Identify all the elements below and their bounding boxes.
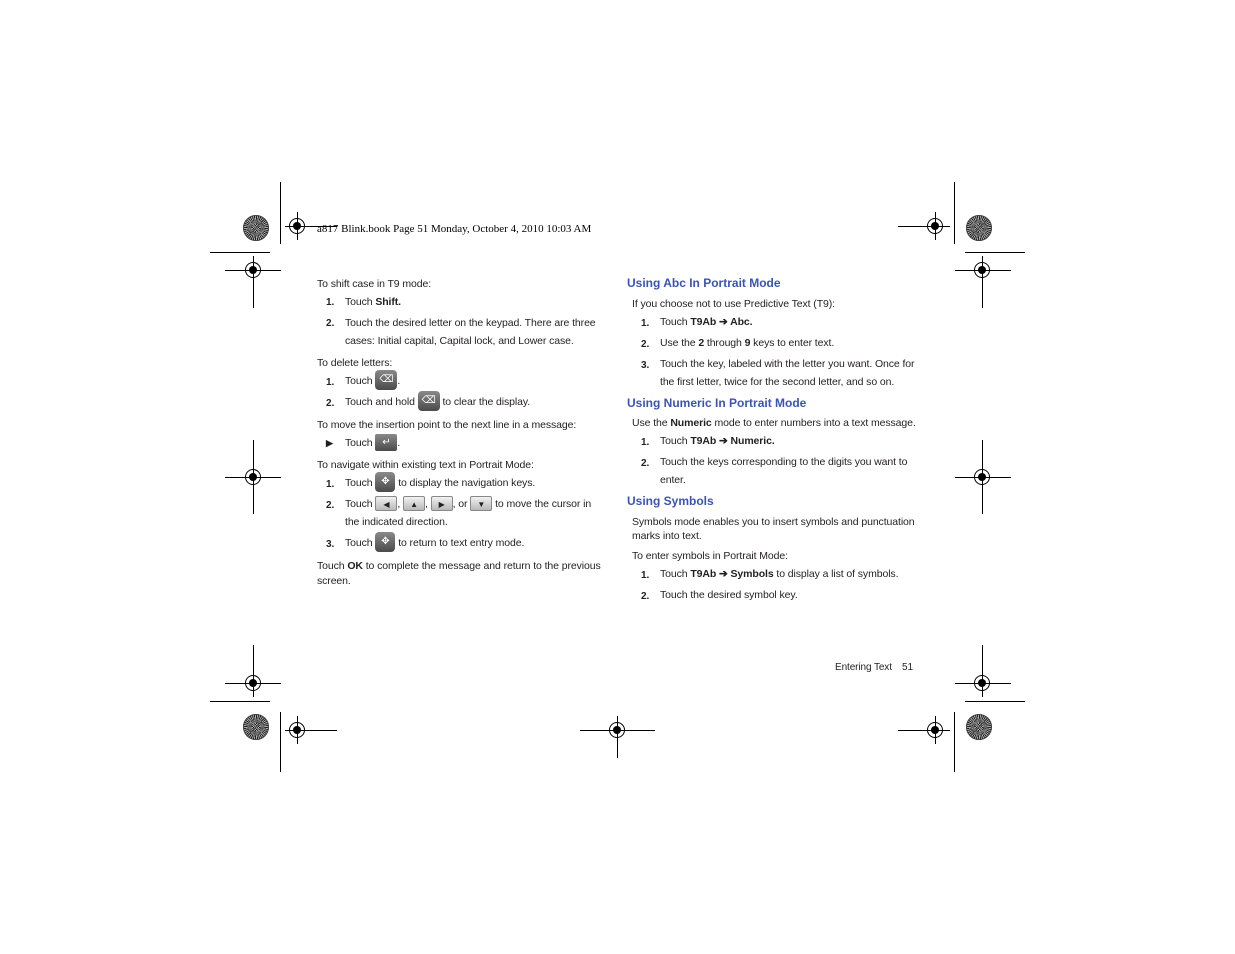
abc-heading: Using Abc In Portrait Mode — [627, 276, 781, 290]
shift-label: Shift. — [375, 296, 401, 308]
step-number: 1. — [326, 479, 335, 490]
text: Use the — [660, 337, 699, 349]
ok-instruction — [317, 559, 601, 574]
text: Touch — [660, 568, 691, 580]
bullet-icon: ▶ — [326, 438, 333, 448]
numeric-step-2-line2: enter. — [660, 474, 686, 486]
delete-intro: To delete letters: — [317, 357, 393, 369]
text: through — [704, 337, 745, 349]
shift-intro: To shift case in T9 mode: — [317, 278, 432, 290]
text: Touch — [317, 560, 348, 572]
step-number: 3. — [641, 360, 650, 371]
text: Touch — [345, 498, 373, 510]
symbols-step-2: Touch the desired symbol key. — [660, 589, 798, 601]
page-number: 51 — [902, 662, 913, 673]
nav-intro: To navigate within existing text in Portrait Mode: — [317, 459, 534, 471]
text: to return to text entry mode. — [398, 537, 525, 549]
step-number: 2. — [326, 500, 335, 511]
text: Touch — [660, 435, 691, 447]
newline-intro: To move the insertion point to the next line in a message: — [317, 419, 577, 431]
text: to display the navigation keys. — [398, 477, 536, 489]
abc-step-2 — [660, 336, 834, 351]
text: . — [397, 375, 401, 387]
navigation-key-icon: ✥ — [375, 532, 395, 552]
nav-step-2 — [345, 495, 591, 514]
text: Touch — [345, 375, 373, 387]
text: Touch — [345, 296, 376, 308]
up-arrow-key-icon: ▲ — [403, 496, 425, 511]
nav-step-2-line2: the indicated direction. — [345, 516, 448, 528]
text: to display a list of symbols. — [773, 568, 899, 580]
menu-path: T9Ab ➔ Numeric. — [690, 435, 775, 447]
numeric-step-1 — [660, 434, 775, 449]
step-number: 2. — [641, 458, 650, 469]
mode-label: Numeric — [670, 417, 712, 429]
text: mode to enter numbers into a text message. — [711, 417, 916, 429]
numeric-intro — [632, 416, 916, 431]
nav-step-3 — [345, 533, 524, 554]
nav-step-1 — [345, 473, 535, 494]
abc-step-3-line1: Touch the key, labeled with the letter you want. Once for — [660, 358, 915, 370]
abc-intro: If you choose not to use Predictive Text (T9): — [632, 298, 835, 310]
text: Touch — [345, 537, 373, 549]
symbols-intro-line1: Symbols mode enables you to insert symbols and punctuation — [632, 516, 915, 528]
step-number: 1. — [641, 318, 650, 329]
text: , — [397, 498, 401, 510]
down-arrow-key-icon: ▼ — [470, 496, 492, 511]
step-number: 1. — [326, 377, 335, 388]
backspace-key-icon: ⌫ — [375, 370, 397, 390]
step-number: 2. — [326, 398, 335, 409]
symbols-heading: Using Symbols — [627, 494, 714, 508]
delete-step-2 — [345, 392, 530, 413]
step-number: 2. — [326, 318, 335, 329]
step-number: 1. — [641, 437, 650, 448]
delete-step-1 — [345, 371, 400, 392]
text: Touch — [345, 477, 373, 489]
text: to clear the display. — [442, 396, 531, 408]
shift-step-2-line1: Touch the desired letter on the keypad. There are three — [345, 317, 596, 329]
text: , — [425, 498, 428, 510]
key-label: 9 — [744, 337, 751, 349]
symbols-intro-2: To enter symbols in Portrait Mode: — [632, 550, 788, 562]
text: Touch — [345, 437, 373, 449]
text: . — [397, 437, 401, 449]
step-number: 1. — [326, 297, 335, 308]
key-label: 2 — [698, 337, 705, 349]
left-arrow-key-icon: ◀ — [375, 496, 397, 511]
text: , or — [452, 498, 468, 510]
enter-key-icon: ↵ — [375, 434, 397, 451]
shift-step-2-line2: cases: Initial capital, Capital lock, and Lower case. — [345, 335, 574, 347]
navigation-key-icon: ✥ — [375, 472, 395, 492]
shift-step-1 — [345, 295, 401, 310]
right-arrow-key-icon: ▶ — [431, 496, 453, 511]
text: Touch and hold — [345, 396, 415, 408]
step-number: 2. — [641, 591, 650, 602]
abc-step-1 — [660, 315, 753, 330]
text: to move the cursor in — [495, 498, 592, 510]
menu-path: T9Ab ➔ Symbols — [690, 568, 774, 580]
numeric-heading: Using Numeric In Portrait Mode — [627, 396, 807, 410]
numeric-step-2-line1: Touch the keys corresponding to the digits you want to — [660, 456, 908, 468]
symbols-intro-line2: marks into text. — [632, 530, 702, 542]
step-number: 3. — [326, 539, 335, 550]
step-number: 2. — [641, 339, 650, 350]
text: to complete the message and return to the previous — [362, 560, 601, 572]
ok-instruction-line2: screen. — [317, 575, 351, 587]
abc-step-3-line2: the first letter, twice for the second letter, and so on. — [660, 376, 895, 388]
newline-step — [345, 434, 400, 453]
text: keys to enter text. — [750, 337, 835, 349]
print-slug: a817 Blink.book Page 51 Monday, October 4, 2010 10:03 AM — [317, 223, 592, 235]
step-number: 1. — [641, 570, 650, 581]
backspace-key-icon: ⌫ — [418, 391, 440, 411]
text: Use the — [632, 417, 671, 429]
menu-path: T9Ab ➔ Abc. — [690, 316, 753, 328]
footer-section: Entering Text — [835, 662, 892, 673]
ok-label: OK — [347, 560, 363, 572]
symbols-step-1 — [660, 567, 898, 582]
text: Touch — [660, 316, 691, 328]
